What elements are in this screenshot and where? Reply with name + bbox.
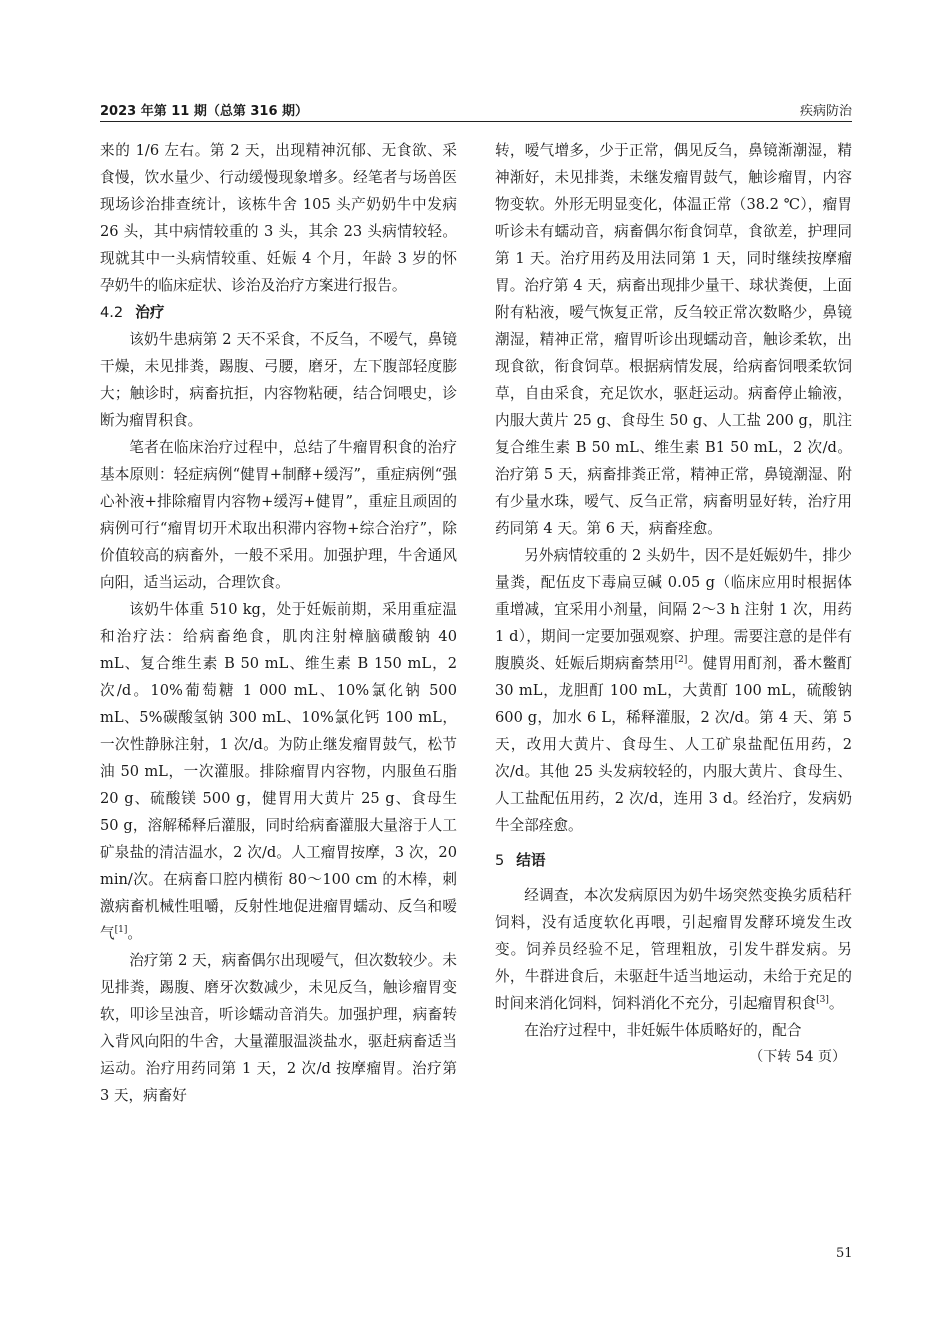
paragraph-end: 。 [828, 995, 844, 1012]
paragraph-text-cont: 。健胃用酊剂，番木鳖酊 30 mL，龙胆酊 100 mL，大黄酊 100 mL，硫酸钠 600 g，加水 6 L，稀释灌服，2 次/d。第 4 天、第 5 天，改用大黄片、食母生、人工矿泉盐配伍用药，2 次/d。其他 25 头发病较轻的，内服大黄片、食母生、人工盐配伍用药，2 次/d，连用 3 d。经治疗，发病奶牛全部痊愈。 [495, 655, 852, 834]
paragraph-final: 在治疗过程中，非妊娠牛体质略好的，配合 [524, 1022, 802, 1039]
journal-issue: 2023 年第 11 期（总第 316 期） [100, 104, 309, 119]
paragraph-intro-continued: 来的 1/6 左右。第 2 天，出现精神沉郁、无食欲、采食慢，饮水量少、行动缓慢现象增多。经笔者与场兽医现场诊治排查统计，该栋牛舍 105 头产奶奶牛中发病 26 头，其中病情较重的 3 头，其余 23 头病情较轻。现就其中一头病情较重、妊娠 4 个月，年龄 3 岁的怀孕奶牛的临床症状、诊治及治疗方案进行报告。 [100, 142, 457, 294]
paragraph-principles: 笔者在临床治疗过程中，总结了牛瘤胃积食的治疗基本原则：轻症病例“健胃+制酵+缓泻”，重症病例“强心补液+排除瘤胃内容物+缓泻+健胃”，重症且顽固的病例可行“瘤胃切开术取出积滞内容物+综合治疗”，除价值较高的病畜外，一般不采用。加强护理，牛舍通风向阳，适当运动，合理饮食。 [100, 439, 457, 591]
section-number: 5 [495, 852, 505, 869]
right-column [495, 137, 852, 1071]
paragraph-text: 另外病情较重的 2 头奶牛，因不是妊娠奶牛，排少量粪，配伍皮下毒扁豆碱 0.05 g（临床应用时根据体重增减，宜采用小剂量，间隔 2～3 h 注射 1 次，用药 1 d），期间一定要加强观察、护理。需要注意的是伴有腹膜炎、妊娠后期病畜禁用 [495, 547, 852, 672]
citation-ref-2[interactable]: [2] [674, 655, 688, 666]
section-heading-4-2 [100, 299, 457, 326]
paragraph-other-cows [495, 542, 852, 839]
running-header [100, 97, 852, 122]
continued-note: （下转 54 页） [749, 1049, 846, 1065]
paragraph-conclusion [495, 882, 852, 1017]
paragraph-text: 该奶牛体重 510 kg，处于妊娠前期，采用重症温和治疗法：给病畜绝食，肌肉注射樟脑磺酸钠 40 mL、复合维生素 B 50 mL、维生素 B 150 mL，2 次/d。10%葡萄糖 1 000 mL、10%氯化钠 500 mL、5%碳酸氢钠 300 mL、10%氯化钙 100 mL，一次性静脉注射，1 次/d。为防止继发瘤胃鼓气，松节油 50 mL，一次灌服。排除瘤胃内容物，内服鱼石脂 20 g、硫酸镁 500 g，健胃用大黄片 25 g、食母生 50 g，溶解稀释后灌服，同时给病畜灌服大量溶于人工矿泉盐的清洁温水，2 次/d。人工瘤胃按摩，3 次，20 min/次。在病畜口腔内横衔 80～100 cm 的木棒，刺激病畜机械性咀嚼，反射性地促进瘤胃蠕动、反刍和嗳气 [100, 601, 457, 942]
section-title: 结语 [516, 852, 546, 869]
paragraph-day-3-continued: 转，嗳气增多，少于正常，偶见反刍，鼻镜渐潮湿，精神渐好，未见排粪，未继发瘤胃鼓气，触诊瘤胃，内容物变软。外形无明显变化，体温正常（38.2 ℃），瘤胃听诊未有蠕动音，病畜偶尔衔食饲草，食欲差，护理同第 1 天。治疗用药及用法同第 1 天，同时继续按摩瘤胃。治疗第 4 天，病畜出现排少量干、球状粪便，上面附有粘液，嗳气恢复正常，反刍较正常次数略少，鼻镜潮湿，精神正常，瘤胃听诊出现蠕动音，触诊柔软，出现食欲，衔食饲草。根据病情发展，给病畜饲喂柔软饲草，自由采食，充足饮水，驱赶运动。病畜停止输液，内服大黄片 25 g、食母生 50 g、人工盐 200 g，肌注复合维生素 B 50 mL、维生素 B1 50 mL，2 次/d。治疗第 5 天，病畜排粪正常，精神正常，鼻镜潮湿、附有少量水珠，嗳气、反刍正常，病畜明显好转，治疗用药同第 4 天。第 6 天，病畜痊愈。 [495, 142, 852, 537]
citation-ref-1[interactable]: [1] [114, 925, 128, 936]
paragraph-day-2: 治疗第 2 天，病畜偶尔出现嗳气，但次数较少。未见排粪，踢腹、磨牙次数减少，未见反刍，触诊瘤胃变软，叩诊呈浊音，听诊蠕动音消失。加强护理，病畜转入背风向阳的牛舍，大量灌服温淡盐水，驱赶病畜适当运动。治疗用药同第 1 天，2 次/d 按摩瘤胃。治疗第 3 天，病畜好 [100, 952, 457, 1104]
page-number: 51 [836, 1246, 853, 1261]
section-number: 4.2 [100, 304, 124, 321]
left-column [100, 137, 457, 1109]
paragraph-diagnosis: 该奶牛患病第 2 天不采食，不反刍，不嗳气，鼻镜干燥，未见排粪，踢腹、弓腰，磨牙，左下腹部轻度膨大；触诊时，病畜抗拒，内容物粘硬，结合饲喂史，诊断为瘤胃积食。 [100, 331, 457, 429]
section-heading-5 [495, 847, 852, 874]
citation-ref-3[interactable]: [3] [816, 995, 829, 1006]
paragraph-treatment-plan [100, 596, 457, 947]
paragraph-end: 。 [127, 925, 142, 942]
paragraph-text: 经调查，本次发病原因为奶牛场突然变换劣质秸秆饲料，没有适度软化再喂，引起瘤胃发酵环境发生改变。饲养员经验不足，管理粗放，引发牛群发病。另外，牛群进食后，未驱赶牛适当地运动，未给于充足的时间来消化饲料，饲料消化不充分，引起瘤胃积食 [495, 887, 852, 1012]
section-name: 疾病防治 [799, 104, 852, 119]
section-title: 治疗 [135, 304, 165, 321]
